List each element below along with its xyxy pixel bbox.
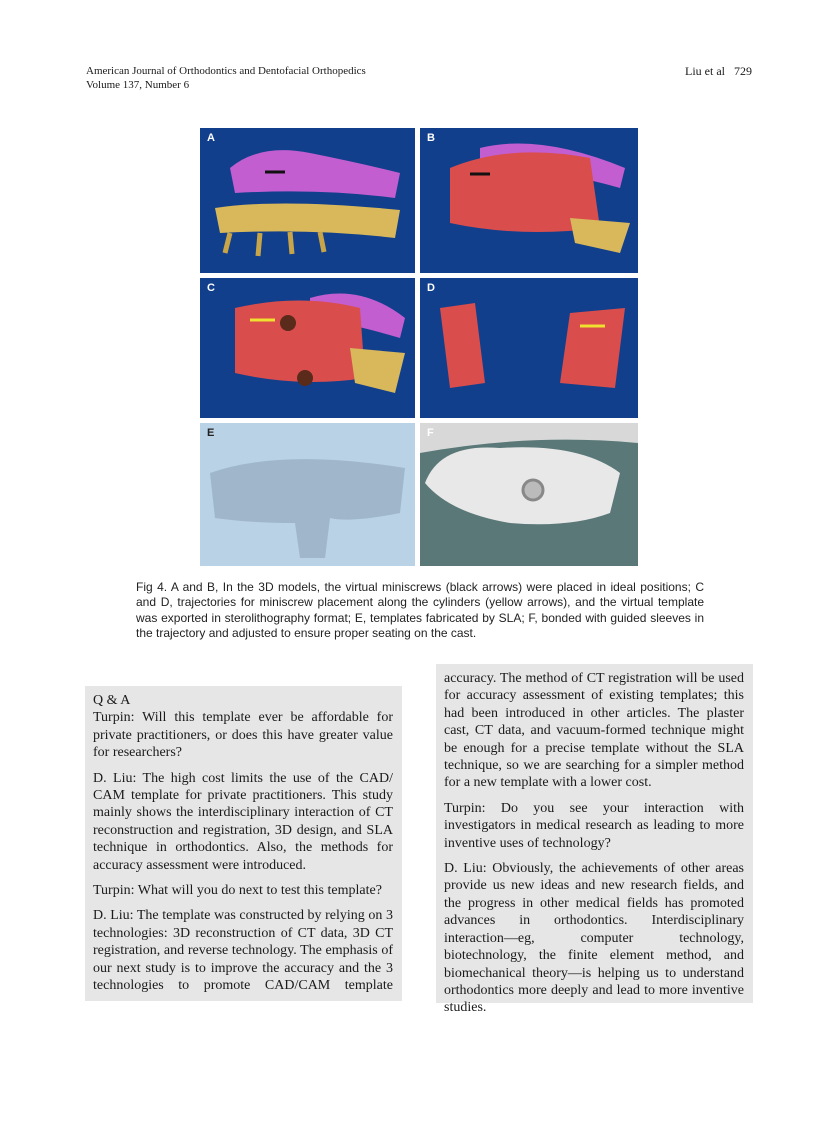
page-number: 729 bbox=[734, 64, 752, 78]
panel-c bbox=[200, 278, 415, 418]
running-header-right bbox=[685, 64, 752, 78]
qa-heading: Q & A bbox=[93, 693, 131, 708]
panel-b bbox=[420, 128, 638, 273]
panel-label: D bbox=[427, 282, 435, 294]
panel-f bbox=[420, 423, 638, 566]
qa-paragraph: Turpin: Do you see your interaction with investigators in medical research as leading to more inventive uses of technology? bbox=[444, 800, 744, 851]
running-header-left bbox=[86, 64, 366, 92]
qa-paragraph: accuracy. The method of CT registration will be used for accuracy assessment of existing templates; this had been introduced in other articles. The plaster cast, CT data, and vacuum-formed technique might be enough for a precise template without the SLA technique, so we are searching for a simpler method for a new template with a lower cost. bbox=[444, 671, 744, 791]
qa-paragraph: D. Liu: Obviously, the achievements of other areas provide us new ideas and new research fields, and the progress in other medical fields has promoted advances in orthodontics. Interdisciplinary interaction—eg, computer technology, biotechnology, the finite element method, and biomechanical theory—is helping us to understand orthodontics more deeply and lead to more inventive studies. bbox=[444, 861, 744, 1016]
qa-paragraph: Turpin: What will you do next to test this template? bbox=[93, 883, 382, 899]
panel-label: A bbox=[207, 132, 215, 144]
panel-d bbox=[420, 278, 638, 418]
panel-label: F bbox=[427, 427, 434, 439]
panel-label: C bbox=[207, 282, 215, 294]
qa-paragraph: D. Liu: The template was constructed by relying on 3 technologies: 3D reconstruction of CT data, 3D CT registration, and reverse technology. The emphasis of our next study is to improve the accuracy and the 3 technologies to promote CAD/CAM template bbox=[93, 908, 393, 994]
qa-box-right bbox=[436, 664, 753, 1016]
qa-paragraph: Turpin: Will this template ever be affordable for private practitioners, or does this have greater value for researchers? bbox=[93, 710, 393, 761]
panel-label: E bbox=[207, 427, 215, 439]
figure-caption: Fig 4. A and B, In the 3D models, the virtual miniscrews (black arrows) were placed in ideal positions; C and D, trajectories for miniscrew placement along the cylinders (yellow arrows), and the virtual template was exported in sterolithography format; E, templates fabricated by SLA; F, bonded with guided sleeves in the trajectory and adjusted to ensure proper seating on the cast. bbox=[136, 580, 704, 640]
figure-4 bbox=[200, 128, 638, 566]
authors: Liu et al bbox=[685, 64, 725, 78]
panel-e bbox=[200, 423, 415, 566]
panel-a bbox=[200, 128, 415, 273]
journal-volume: Volume 137, Number 6 bbox=[86, 79, 190, 91]
qa-box-left bbox=[85, 686, 402, 1001]
panel-label: B bbox=[427, 132, 435, 144]
journal-title: American Journal of Orthodontics and Dentofacial Orthopedics bbox=[86, 65, 366, 77]
qa-paragraph: D. Liu: The high cost limits the use of the CAD/ CAM template for private practitioners. This study mainly shows the interdisciplinary interaction of CT reconstruction and registration, 3D design, and SLA technique in orthodontics. Also, the methods for accuracy assessment were introduced. bbox=[93, 770, 393, 873]
